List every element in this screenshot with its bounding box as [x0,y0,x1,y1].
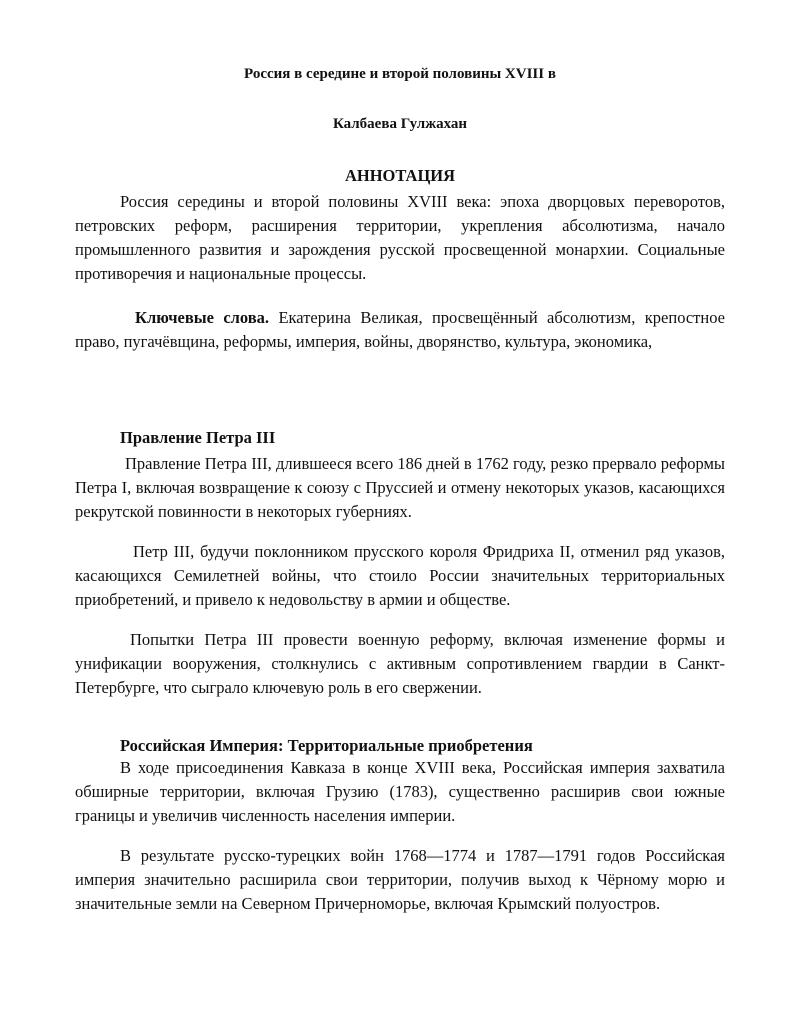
section1-paragraph-3: Попытки Петра III провести военную реформу, включая изменение формы и унификации вооружения, столкнулись с активным сопротивлением гвардии в Санкт-Петербурге, что сыграло ключевую роль в его свержении. [75,630,725,697]
author-name: Калбаева Гулжахан [332,116,468,132]
section1-paragraph-2: Петр III, будучи поклонником прусского короля Фридриха II, отменил ряд указов, касающихся Семилетней войны, что стоило России значительных территориальных приобретений, и привело к недовольству в армии и обществе. [75,542,725,609]
document-title: Россия в середине и второй половины XVIII в [244,66,556,82]
keywords-label: Ключевые слова. [135,308,270,327]
section-heading-peter-iii: Правление Петра III [120,428,276,447]
abstract-text: Россия середины и второй половины XVIII века: эпоха дворцовых переворотов, петровских реформ, расширения территории, укрепления абсолютизма, начало промышленного развития и зарождения русской просвещенной монархии. Социальные противоречия и национальные процессы. [75,192,725,283]
section-heading-territorial: Российская Империя: Территориальные приобретения [120,736,533,755]
keywords-text: Екатерина Великая, просвещённый абсолютизм, крепостное право, пугачёвщина, реформы, империя, войны, дворянство, культура, экономика, [75,308,725,351]
section2-paragraph-2: В результате русско-турецких войн 1768—1774 и 1787—1791 годов Российская империя значительно расширила свои территории, получив выход к Чёрному морю и значительные земли на Северном Причерноморье, включая Крымский полуостров. [75,846,725,913]
abstract-heading: АННОТАЦИЯ [344,166,456,185]
keywords-paragraph [75,306,725,354]
section2-paragraph-1: В ходе присоединения Кавказа в конце XVIII века, Российская империя захватила обширные территории, включая Грузию (1783), существенно расширив свои южные границы и увеличив численность населения империи. [75,758,725,825]
section1-paragraph-1: Правление Петра III, длившееся всего 186 дней в 1762 году, резко прервало реформы Петра I, включая возвращение к союзу с Пруссией и отмену некоторых указов, касающихся рекрутской повинности в некоторых губерниях. [75,454,725,521]
